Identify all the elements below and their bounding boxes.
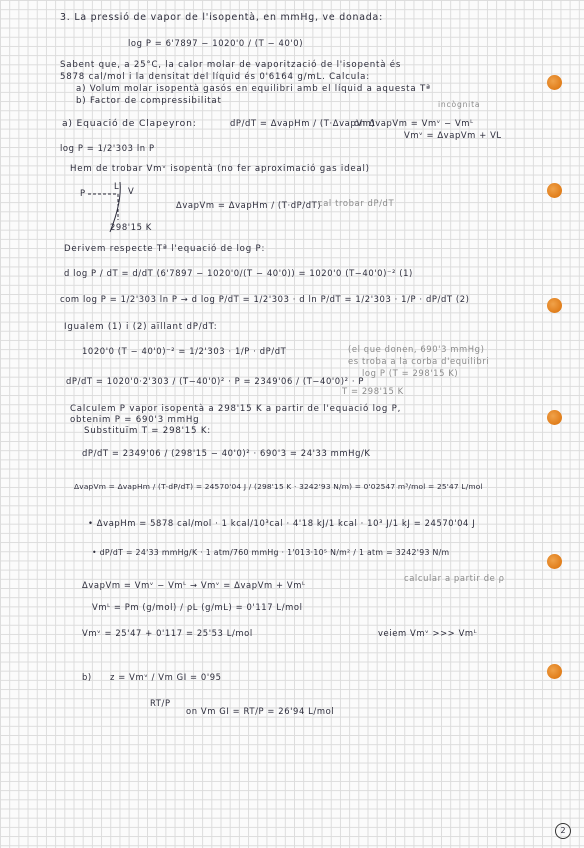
problem-statement: 5878 cal/mol i la densitat del líquid és 0'6164 g/mL. Calcula: <box>60 72 370 82</box>
clapeyron-eq: dP/dT = ΔvapHm / (T·ΔvapVm) <box>230 118 376 128</box>
calculem-text: Calculem P vapor isopentà a 298'15 K a partir de l'equació log P, <box>70 404 402 414</box>
phase-t-label: 298'15 K <box>110 222 152 232</box>
binder-hole <box>547 75 562 90</box>
binder-hole <box>547 664 562 679</box>
dvap-vm-eq: ΔvapVm = ΔvapHm / (T·dP/dT) <box>176 200 322 210</box>
part-b-label: b) <box>82 672 92 682</box>
es-troba-note: es troba a la corba d'equilibri <box>348 356 490 366</box>
vm-gi-eq: on Vm GI = RT/P = 26'94 L/mol <box>186 706 335 716</box>
dvap-num-eq: ΔvapVm = ΔvapHm / (T·dP/dT) = 24570'04 J / (298'15 K · 3242'93 N/m) = 0'02547 m³/mol = 25'47 L/mol <box>74 482 483 491</box>
igual-eq: 1020'0 (T − 40'0)⁻² = 1/2'303 · 1/P · dP/dT <box>82 346 287 356</box>
problem-formula: log P = 6'7897 − 1020'0 / (T − 40'0) <box>128 38 304 48</box>
phase-p-label: P <box>80 188 86 198</box>
logp-t-note: log P (T = 298'15 K) <box>362 368 459 378</box>
igualem-heading: Igualem (1) i (2) aïllant dP/dT: <box>64 322 218 332</box>
problem-part-a: a) Volum molar isopentà gasós en equilibri amb el líquid a aquesta Tª <box>76 84 431 94</box>
on-label: on ΔvapVm = Vmᵛ − Vmᴸ <box>354 118 474 128</box>
binder-hole <box>547 298 562 313</box>
problem-title: 3. La pressió de vapor de l'isopentà, en mmHg, ve donada: <box>60 12 384 23</box>
dvap-def-eq: ΔvapVm = Vmᵛ − Vmᴸ → Vmᵛ = ΔvapVm + Vmᴸ <box>82 580 306 590</box>
phase-v-label: V <box>128 186 135 196</box>
rt-p-expr: RT/P <box>150 698 171 708</box>
calculem-text: obtenim P = 690'3 mmHg <box>70 415 200 425</box>
vml-eq: Vmᴸ = Pm (g/mol) / ρL (g/mL) = 0'117 L/mol <box>92 602 303 612</box>
z-eq: z = Vmᵛ / Vm GI = 0'95 <box>110 672 222 682</box>
log-line: log P = 1/2'303 ln P <box>60 143 155 153</box>
deriv-eq: d log P / dT = d/dT (6'7897 − 1020'0/(T − 40'0)) = 1020'0 (T−40'0)⁻² (1) <box>64 268 413 278</box>
com-log-eq: com log P = 1/2'303 ln P → d log P/dT = 1/2'303 · d ln P/dT = 1/2'303 · 1/P · dP/dT (2) <box>60 294 470 304</box>
problem-part-b: b) Factor de compressibilitat <box>76 96 222 106</box>
phase-l-label: L <box>114 181 120 191</box>
veiem-note: veiem Vmᵛ >>> Vmᴸ <box>378 628 478 638</box>
dvaphm-conversion: • ΔvapHm = 5878 cal/mol · 1 kcal/10³cal · 4'18 kJ/1 kcal · 10³ J/1 kJ = 24570'04 J <box>88 518 476 528</box>
dpdt-num-eq: dP/dT = 2349'06 / (298'15 − 40'0)² · 690'3 = 24'33 mmHg/K <box>82 448 371 458</box>
que-donen-note: (el que donen, 690'3 mmHg) <box>348 344 485 354</box>
dpdt-expr: dP/dT = 1020'0·2'303 / (T−40'0)² · P = 2349'06 / (T−40'0)² · P <box>66 376 364 386</box>
calcular-de-note: calcular a partir de ρ <box>404 573 505 583</box>
problem-statement: Sabent que, a 25°C, la calor molar de vaporització de l'isopentà és <box>60 60 402 70</box>
page-number: 2 <box>555 823 571 839</box>
vmv-eq: Vmᵛ = 25'47 + 0'117 = 25'53 L/mol <box>82 628 253 638</box>
binder-hole <box>547 410 562 425</box>
binder-hole <box>547 554 562 569</box>
derivem-heading: Derivem respecte Tª l'equació de log P: <box>64 244 266 254</box>
hem-de-trobar: Hem de trobar Vmᵛ isopentà (no fer aproximació gas ideal) <box>70 164 370 174</box>
substituim-text: Substituïm T = 298'15 K: <box>84 426 211 436</box>
cal-trobar-note: cal trobar dP/dT <box>318 198 395 208</box>
binder-hole <box>547 183 562 198</box>
dpdt-conversion: • dP/dT = 24'33 mmHg/K · 1 atm/760 mmHg · 1'013·10⁵ N/m² / 1 atm = 3242'93 N/m <box>92 548 450 557</box>
vm-sum: Vmᵛ = ΔvapVm + VL <box>404 130 502 140</box>
note-incognita: incògnita <box>438 100 481 109</box>
clapeyron-label: a) Equació de Clapeyron: <box>62 118 197 129</box>
t-value-note: T = 298'15 K <box>342 386 404 396</box>
